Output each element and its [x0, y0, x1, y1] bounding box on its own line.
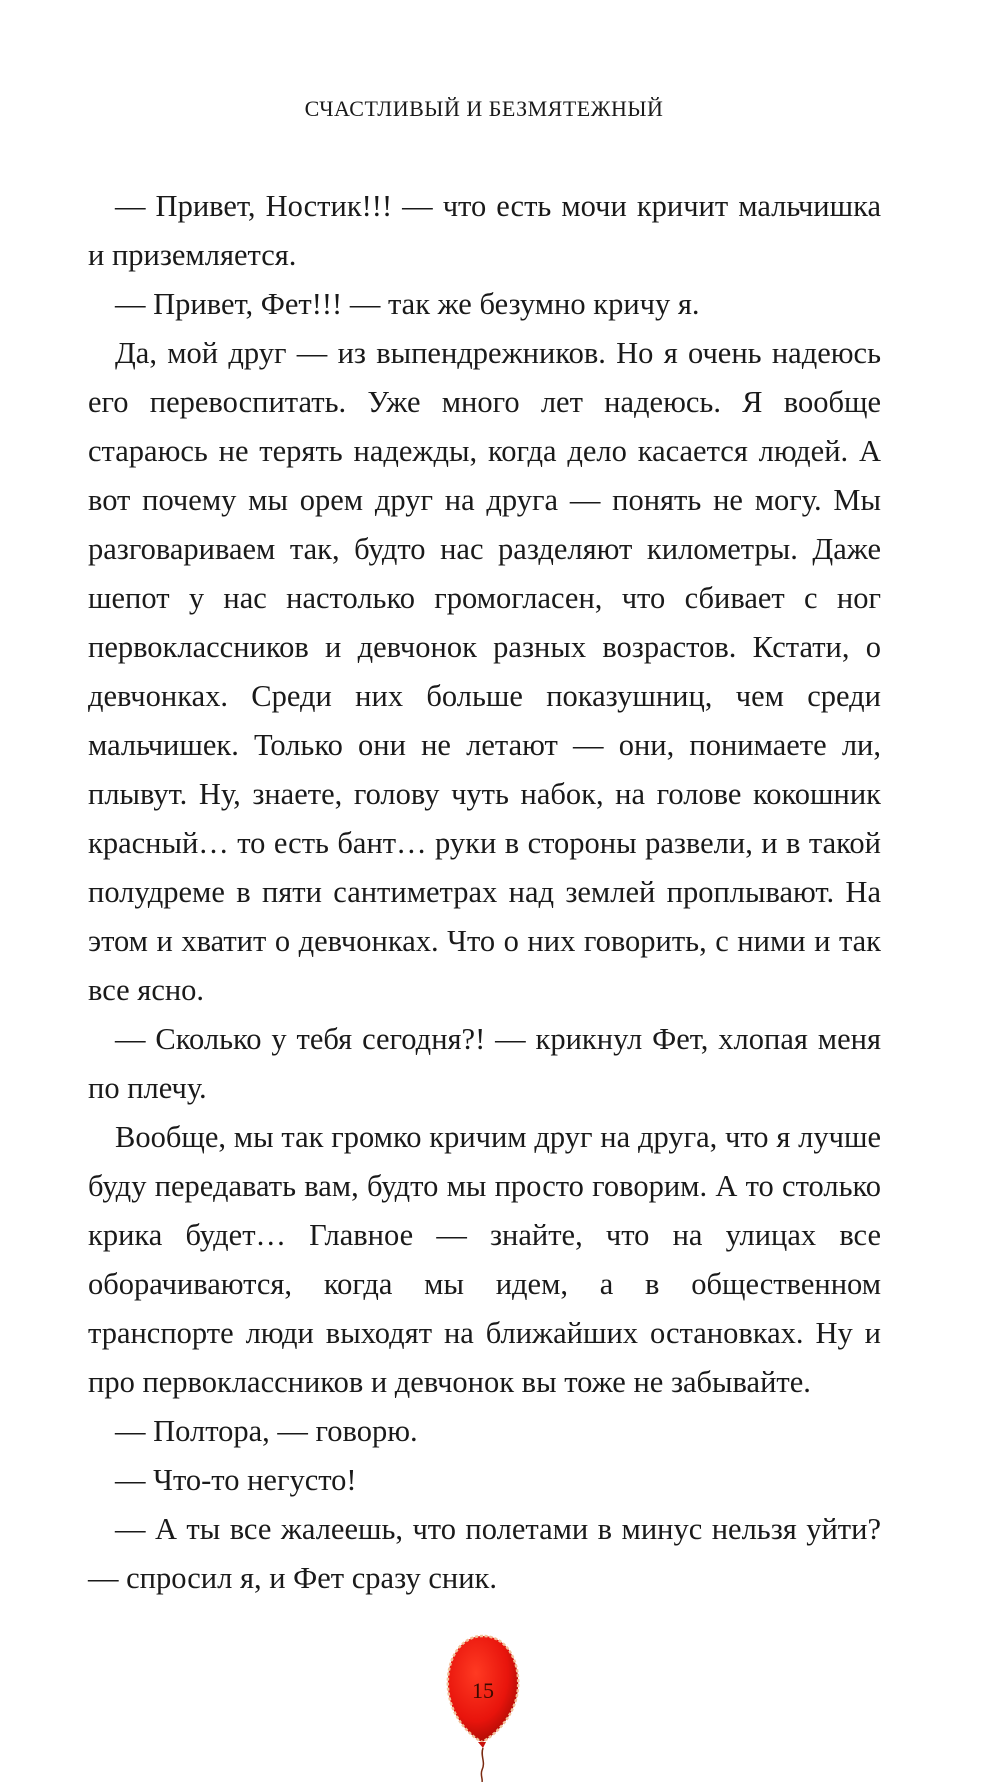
paragraph: Вообще, мы так громко кричим друг на друга, что я лучше буду передавать вам, будто мы просто говорим. А то столько крика будет… Главное — знайте, что на улицах все оборачиваются, когда мы идем, а в общественном транспорте люди выходят на ближайших остановках. Ну и про первоклассников и девчонок вы тоже не забывайте. — [88, 1120, 881, 1399]
paragraph: Да, мой друг — из выпендрежников. Но я очень надеюсь его перевоспитать. Уже много лет надеюсь. Я вообще стараюсь не терять надежды, когда дело касается людей. А вот почему мы орем друг на друга — понять не могу. Мы разговариваем так, будто нас разделяют километры. Даже шепот у нас настолько громогласен, что сбивает с ног первоклассников и девчонок разных возрастов. Кстати, о девчонках. Среди них больше показушниц, чем среди мальчишек. Только они не летают — они, понимаете ли, плывут. Ну, знаете, голову чуть набок, на голове кокошник красный… то есть бант… руки в стороны развели, и в такой полудреме в пяти сантиметрах над землей проплывают. На этом и хватит о девчонках. Что о них говорить, с ними и так все ясно. — [88, 336, 881, 1007]
body-text — [88, 182, 881, 1603]
paragraph: — Привет, Фет!!! — так же безумно кричу я. — [115, 287, 700, 321]
red-balloon-icon — [440, 1630, 540, 1782]
paragraph: — Сколько у тебя сегодня?! — крикнул Фет, хлопая меня по плечу. — [88, 1022, 881, 1105]
page-number: 15 — [472, 1678, 494, 1703]
paragraph: — А ты все жалеешь, что полетами в минус нельзя уйти? — спросил я, и Фет сразу сник. — [88, 1512, 881, 1595]
paragraph: — Привет, Ностик!!! — что есть мочи кричит мальчишка и приземляется. — [88, 189, 881, 272]
page-number-balloon — [440, 1630, 540, 1782]
running-header: СЧАСТЛИВЫЙ И БЕЗМЯТЕЖНЫЙ — [304, 96, 664, 121]
paragraph: — Полтора, — говорю. — [115, 1414, 418, 1448]
paragraph: — Что-то негусто! — [115, 1463, 357, 1497]
